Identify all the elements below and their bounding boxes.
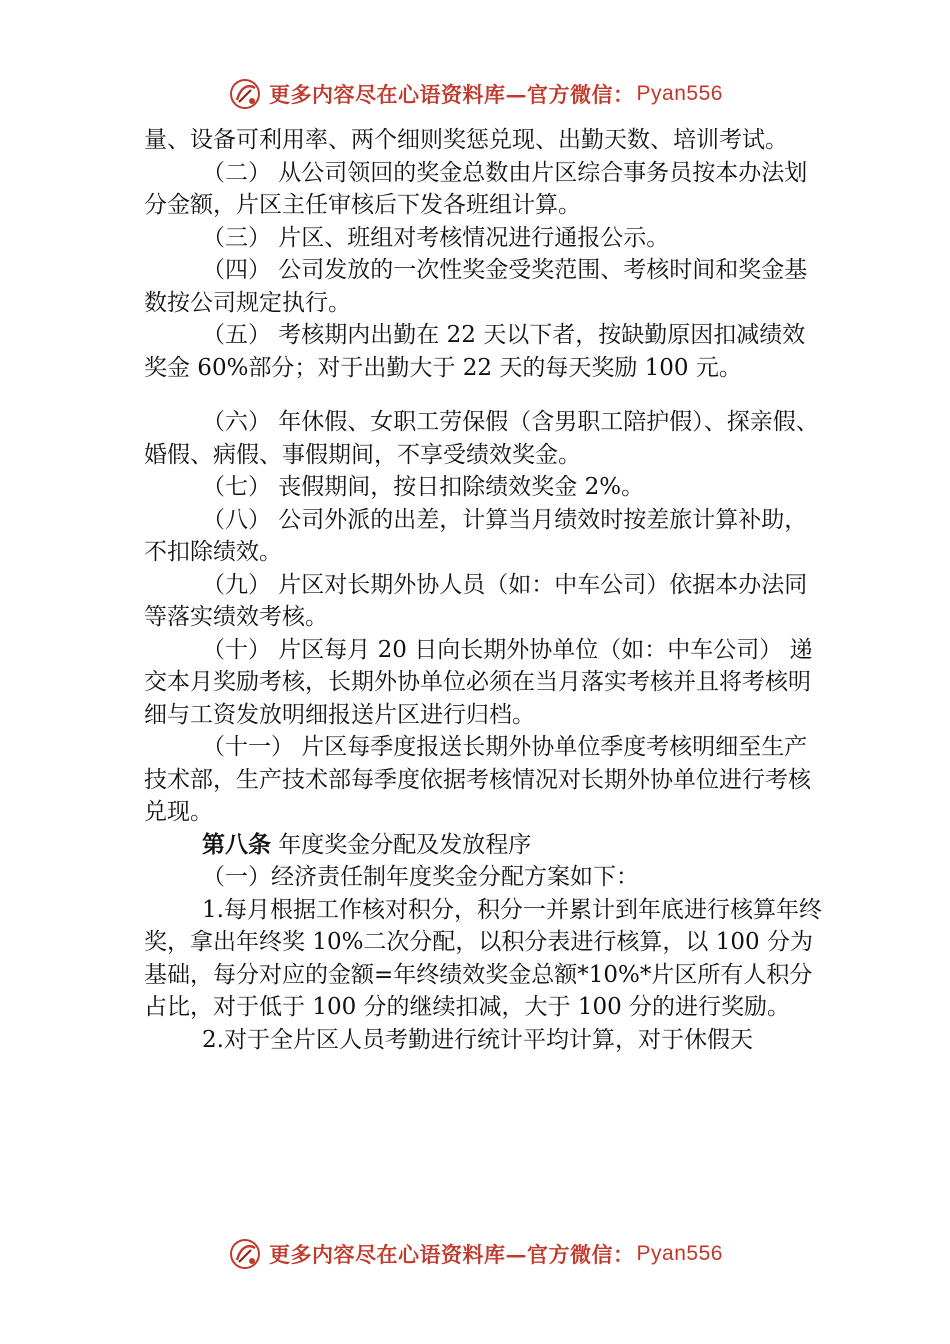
paragraph: 1.每月根据工作核对积分，积分一并累计到年底进行核算年终奖，拿出年终奖 10%二次分配，以积分表进行核算，以 100 分为基础，每分对应的金额=年终绩效奖金总额*10%*片区所有人积分占比，对于低于 100 分的继续扣减，大于 100 分的进行奖励。 [144,896,822,1020]
paragraph-gap [144,384,824,406]
watermark-footer [0,1234,950,1274]
paragraph: （八） 公司外派的出差，计算当月绩效时按差旅计算补助，不扣除绩效。 [144,506,808,565]
logo-icon [227,1236,263,1272]
article-title: 年度奖金分配及发放程序 [271,831,532,858]
document-body [144,124,824,1056]
paragraph: （三） 片区、班组对考核情况进行通报公示。 [202,224,670,251]
paragraph: （一）经济责任制年度奖金分配方案如下： [202,864,639,890]
paragraph: （十一） 片区每季度报送长期外协单位季度考核明细至生产技术部，生产技术部每季度依据考核情况对长期外协单位进行考核兑现。 [144,734,811,825]
article-heading [144,829,824,862]
logo-icon [227,76,263,112]
watermark-handle: Pyan556 [636,1242,723,1265]
paragraph: （十） 片区每月 20 日向长期外协单位（如：中车公司） 递交本月奖励考核，长期外协单位必须在当月落实考核并且将考核明细与工资发放明细报送片区进行归档。 [144,636,813,728]
paragraph: （六） 年休假、女职工劳保假（含男职工陪护假）、探亲假、婚假、病假、事假期间，不享受绩效奖金。 [144,409,819,468]
paragraph: （四） 公司发放的一次性奖金受奖范围、考核时间和奖金基数按公司规定执行。 [144,257,808,316]
paragraph: （七） 丧假期间，按日扣除绩效奖金 2%。 [202,474,645,500]
watermark-header [0,74,950,114]
watermark-handle: Pyan556 [636,82,723,105]
paragraph: （五） 考核期内出勤在 22 天以下者，按缺勤原因扣减绩效奖金 60%部分；对于出勤大于 22 天的每天奖励 100 元。 [144,322,806,381]
article-label: 第八条 [202,830,271,858]
watermark-text: 更多内容尽在心语资料库—官方微信： [269,82,635,107]
watermark-text: 更多内容尽在心语资料库—官方微信： [269,1242,635,1267]
paragraph: 2.对于全片区人员考勤进行统计平均计算，对于休假天 [202,1026,753,1053]
paragraph: （九） 片区对长期外协人员（如：中车公司）依据本办法同等落实绩效考核。 [144,571,808,630]
paragraph: （二） 从公司领回的奖金总数由片区综合事务员按本办法划分金额，片区主任审核后下发各班组计算。 [144,159,808,218]
paragraph: 量、设备可利用率、两个细则奖惩兑现、出勤天数、培训考试。 [144,127,788,153]
